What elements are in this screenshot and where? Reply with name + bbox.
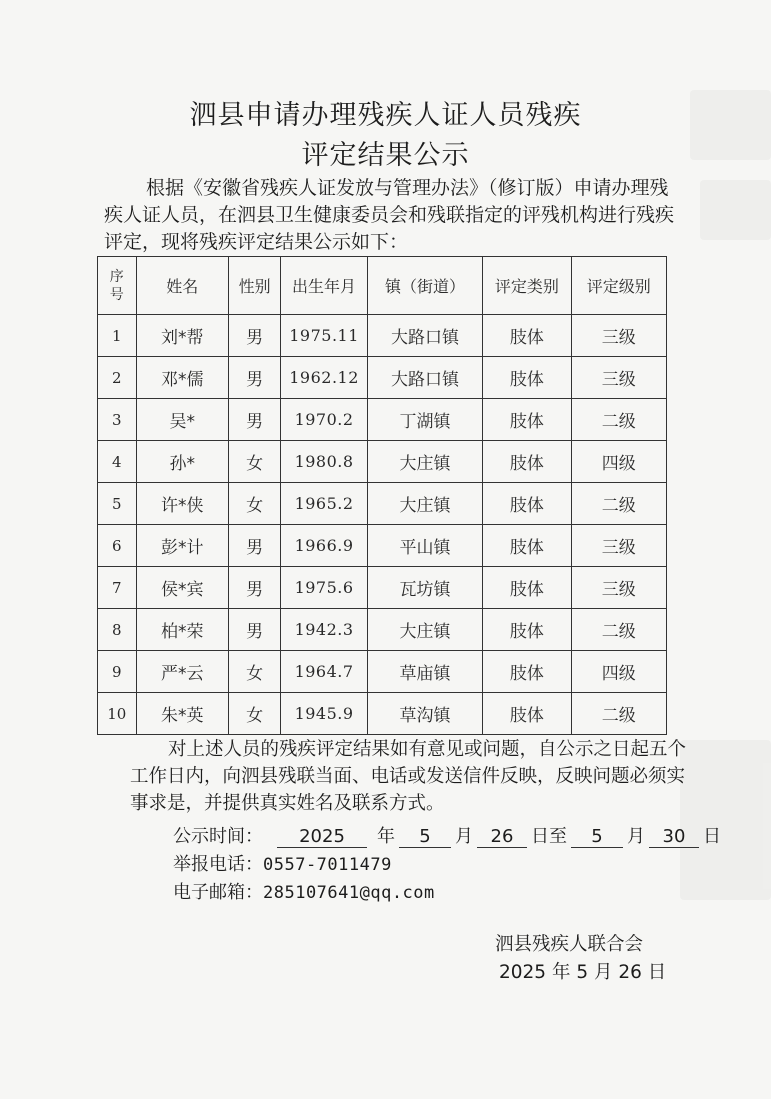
publicity-start-month: 5 [399, 827, 451, 848]
header-no-label: 序号 [109, 268, 124, 303]
signature-date: 2025 年 5 月 26 日 [499, 962, 667, 983]
header-level: 评定级别 [571, 257, 666, 315]
row-number: 7 [98, 567, 137, 609]
row-sex: 女 [228, 483, 280, 525]
publicity-end-day: 30 [649, 827, 699, 848]
signature-org: 泗县残疾人联合会 [495, 934, 644, 955]
row-number: 4 [98, 441, 137, 483]
publicity-start-day: 26 [477, 827, 527, 848]
row-number: 3 [98, 399, 137, 441]
bleed-through-mark [700, 180, 771, 240]
row-level: 二级 [571, 693, 666, 735]
row-name: 严*云 [136, 651, 228, 693]
row-category: 肢体 [483, 609, 571, 651]
results-table [97, 256, 667, 735]
row-sex: 男 [228, 315, 280, 357]
publicity-day-unit: 日 [703, 826, 721, 847]
table-row [98, 609, 667, 651]
row-town: 瓦坊镇 [367, 567, 482, 609]
row-sex: 男 [228, 609, 280, 651]
phone-number: 0557-7011479 [263, 855, 392, 875]
row-name: 柏*荣 [136, 609, 228, 651]
row-town: 大庄镇 [367, 441, 482, 483]
row-sex: 女 [228, 441, 280, 483]
row-town: 大路口镇 [367, 357, 482, 399]
row-number: 5 [98, 483, 137, 525]
publicity-month-unit2: 月 [627, 826, 645, 847]
phone-label: 举报电话： [173, 854, 263, 875]
document-title-line1: 泗县申请办理残疾人证人员残疾 [189, 100, 582, 131]
row-name: 吴* [136, 399, 228, 441]
row-level: 三级 [571, 567, 666, 609]
row-category: 肢体 [483, 567, 571, 609]
table-header-row [98, 257, 667, 315]
row-category: 肢体 [483, 693, 571, 735]
table-row [98, 315, 667, 357]
row-number: 10 [98, 693, 137, 735]
header-no [98, 257, 137, 315]
row-birth: 1975.6 [281, 567, 368, 609]
table-row [98, 525, 667, 567]
row-name: 彭*计 [136, 525, 228, 567]
row-birth: 1965.2 [281, 483, 368, 525]
row-level: 三级 [571, 315, 666, 357]
header-sex: 性别 [228, 257, 280, 315]
notice-text: 对上述人员的残疾评定结果如有意见或问题，自公示之日起五个工作日内，向泗县残联当面、电话或发送信件反映，反映问题必须实事求是，并提供真实姓名及联系方式。 [130, 739, 687, 814]
table-row [98, 399, 667, 441]
row-town: 平山镇 [367, 525, 482, 567]
bleed-through-mark [680, 740, 771, 900]
row-number: 1 [98, 315, 137, 357]
row-birth: 1970.2 [281, 399, 368, 441]
row-level: 二级 [571, 399, 666, 441]
table-row [98, 693, 667, 735]
row-level: 二级 [571, 483, 666, 525]
publicity-period [173, 822, 721, 848]
row-sex: 男 [228, 357, 280, 399]
row-town: 大路口镇 [367, 315, 482, 357]
row-level: 三级 [571, 525, 666, 567]
row-level: 四级 [571, 441, 666, 483]
row-town: 草庙镇 [367, 651, 482, 693]
publicity-year-unit: 年 [377, 826, 395, 847]
row-town: 草沟镇 [367, 693, 482, 735]
table-row [98, 651, 667, 693]
row-birth: 1964.7 [281, 651, 368, 693]
publicity-label: 公示时间： [173, 826, 263, 847]
row-sex: 女 [228, 693, 280, 735]
header-town: 镇（街道） [367, 257, 482, 315]
publicity-end-month: 5 [571, 827, 623, 848]
row-category: 肢体 [483, 441, 571, 483]
row-category: 肢体 [483, 315, 571, 357]
table-row [98, 357, 667, 399]
row-birth: 1945.9 [281, 693, 368, 735]
header-name: 姓名 [136, 257, 228, 315]
email-address: 285107641@qq.com [263, 883, 435, 903]
header-category: 评定类别 [483, 257, 571, 315]
row-sex: 男 [228, 567, 280, 609]
row-town: 丁湖镇 [367, 399, 482, 441]
report-email [173, 878, 435, 904]
row-sex: 男 [228, 525, 280, 567]
row-category: 肢体 [483, 651, 571, 693]
row-number: 9 [98, 651, 137, 693]
row-birth: 1942.3 [281, 609, 368, 651]
table-row [98, 567, 667, 609]
row-name: 许*侠 [136, 483, 228, 525]
row-town: 大庄镇 [367, 483, 482, 525]
email-label: 电子邮箱： [173, 882, 263, 903]
report-phone [173, 850, 392, 876]
row-number: 2 [98, 357, 137, 399]
notice-paragraph [130, 736, 690, 817]
row-category: 肢体 [483, 483, 571, 525]
row-sex: 女 [228, 651, 280, 693]
row-name: 侯*宾 [136, 567, 228, 609]
document-title-line2: 评定结果公示 [301, 140, 470, 171]
row-birth: 1975.11 [281, 315, 368, 357]
row-name: 邓*儒 [136, 357, 228, 399]
row-number: 6 [98, 525, 137, 567]
table-row [98, 483, 667, 525]
row-category: 肢体 [483, 357, 571, 399]
row-sex: 男 [228, 399, 280, 441]
publicity-month-unit: 月 [455, 826, 473, 847]
row-name: 朱*英 [136, 693, 228, 735]
publicity-day-to: 日至 [531, 826, 567, 847]
row-level: 二级 [571, 609, 666, 651]
row-category: 肢体 [483, 399, 571, 441]
intro-paragraph [104, 175, 684, 256]
row-town: 大庄镇 [367, 609, 482, 651]
row-name: 孙* [136, 441, 228, 483]
row-level: 四级 [571, 651, 666, 693]
row-name: 刘*帮 [136, 315, 228, 357]
row-birth: 1962.12 [281, 357, 368, 399]
row-category: 肢体 [483, 525, 571, 567]
row-level: 三级 [571, 357, 666, 399]
header-birth: 出生年月 [281, 257, 368, 315]
row-birth: 1966.9 [281, 525, 368, 567]
publicity-year: 2025 [277, 827, 367, 848]
intro-text: 根据《安徽省残疾人证发放与管理办法》（修订版）申请办理残疾人证人员，在泗县卫生健康委员会和残联指定的评残机构进行残疾评定，现将残疾评定结果公示如下： [104, 177, 675, 253]
table-row [98, 441, 667, 483]
row-birth: 1980.8 [281, 441, 368, 483]
row-number: 8 [98, 609, 137, 651]
